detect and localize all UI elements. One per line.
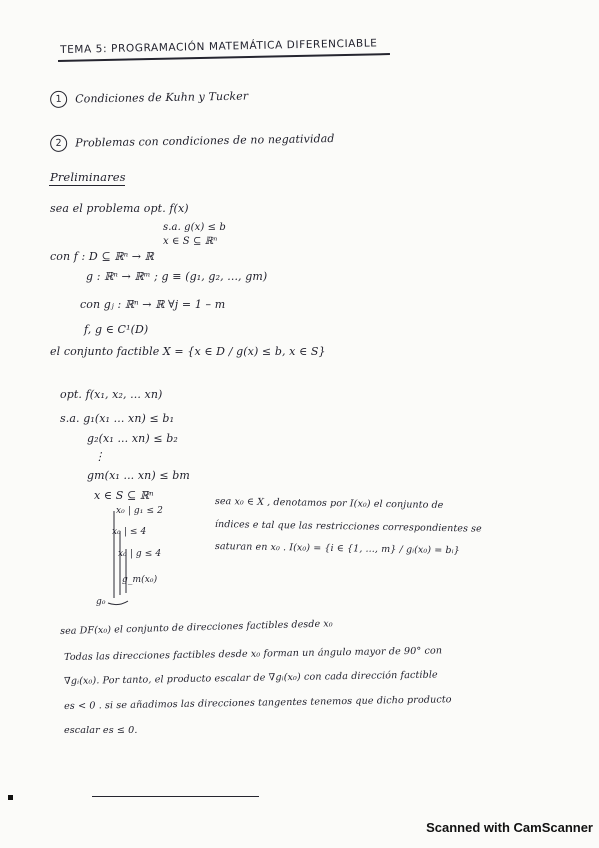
- saturation-def-3: saturan en x₀ . I(x₀) = {i ∈ {1, ..., m} / gᵢ(x₀) = bᵢ}: [214, 541, 460, 557]
- differentiability-line: f, g ∈ C¹(D): [84, 323, 149, 336]
- scanner-watermark: Scanned with CamScanner: [426, 820, 593, 835]
- number-badge-1: 1: [50, 91, 67, 108]
- f-definition: con f : D ⊆ ℝⁿ → ℝ: [50, 250, 154, 263]
- section-heading: Preliminares: [50, 170, 126, 184]
- footnote-rule: [92, 796, 259, 797]
- list-item-1-text: Condiciones de Kuhn y Tucker: [75, 89, 249, 106]
- sketch-label-3: x₀ | g ≤ 4: [118, 549, 162, 559]
- sketch-label-2: x₀ | ≤ 4: [112, 527, 147, 537]
- constraint-m: gm(x₁ ... xn) ≤ bm: [87, 469, 190, 482]
- feasible-set-line: el conjunto factible X = {x ∈ D / g(x) ≤ b, x ∈ S}: [50, 345, 326, 358]
- index-sketch: [98, 503, 188, 611]
- sketch-label-4: g_m(x₀): [122, 575, 158, 585]
- list-item-2-text: Problemas con condiciones de no negatividad: [75, 132, 335, 150]
- domain-line: x ∈ S ⊆ ℝⁿ: [163, 236, 218, 247]
- feasible-directions-def: sea DF(x₀) el conjunto de direcciones factibles desde x₀: [60, 618, 333, 637]
- problem-line: sea el problema opt. f(x): [50, 202, 189, 215]
- paragraph-line-2: ∇gᵢ(x₀). Por tanto, el producto escalar de ∇gᵢ(x₀) con cada dirección factible: [64, 669, 438, 687]
- list-item-1: [50, 88, 248, 108]
- constraint-2: g₂(x₁ ... xn) ≤ b₂: [87, 432, 178, 445]
- section-heading-underline: [49, 185, 125, 186]
- saturation-def-1: sea x₀ ∈ X , denotamos por I(x₀) el conjunto de: [214, 496, 444, 511]
- number-badge-2: 2: [50, 135, 67, 152]
- saturation-def-2: índices e tal que las restricciones correspondientes se: [214, 519, 482, 535]
- gj-definition: con gⱼ : ℝⁿ → ℝ ∀j = 1 – m: [80, 298, 226, 311]
- list-item-2: [50, 130, 335, 152]
- paragraph-line-3: es < 0 . si se añadimos las direcciones tangentes tenemos que dicho producto: [64, 694, 452, 712]
- sketch-label-1: x₀ | g₁ ≤ 2: [116, 506, 163, 516]
- set-constraint: x ∈ S ⊆ ℝⁿ: [94, 489, 154, 502]
- g-definition: g : ℝⁿ → ℝᵐ ; g ≡ (g₁, g₂, ..., gm): [86, 270, 268, 283]
- scan-mark: [8, 795, 13, 800]
- vertical-ellipsis: ⋮: [94, 450, 106, 463]
- constraint-1: s.a. g₁(x₁ ... xn) ≤ b₁: [60, 412, 175, 425]
- optimize-line: opt. f(x₁, x₂, ... xn): [60, 388, 163, 401]
- page-title: TEMA 5: PROGRAMACIÓN MATEMÁTICA DIFERENCIABLE: [60, 37, 378, 56]
- constraint-line: s.a. g(x) ≤ b: [163, 222, 226, 233]
- paragraph-line-1: Todas las direcciones factibles desde x₀ forman un ángulo mayor de 90° con: [64, 645, 443, 663]
- paragraph-line-4: escalar es ≤ 0.: [64, 725, 138, 736]
- sketch-label-5: g₀: [96, 597, 106, 607]
